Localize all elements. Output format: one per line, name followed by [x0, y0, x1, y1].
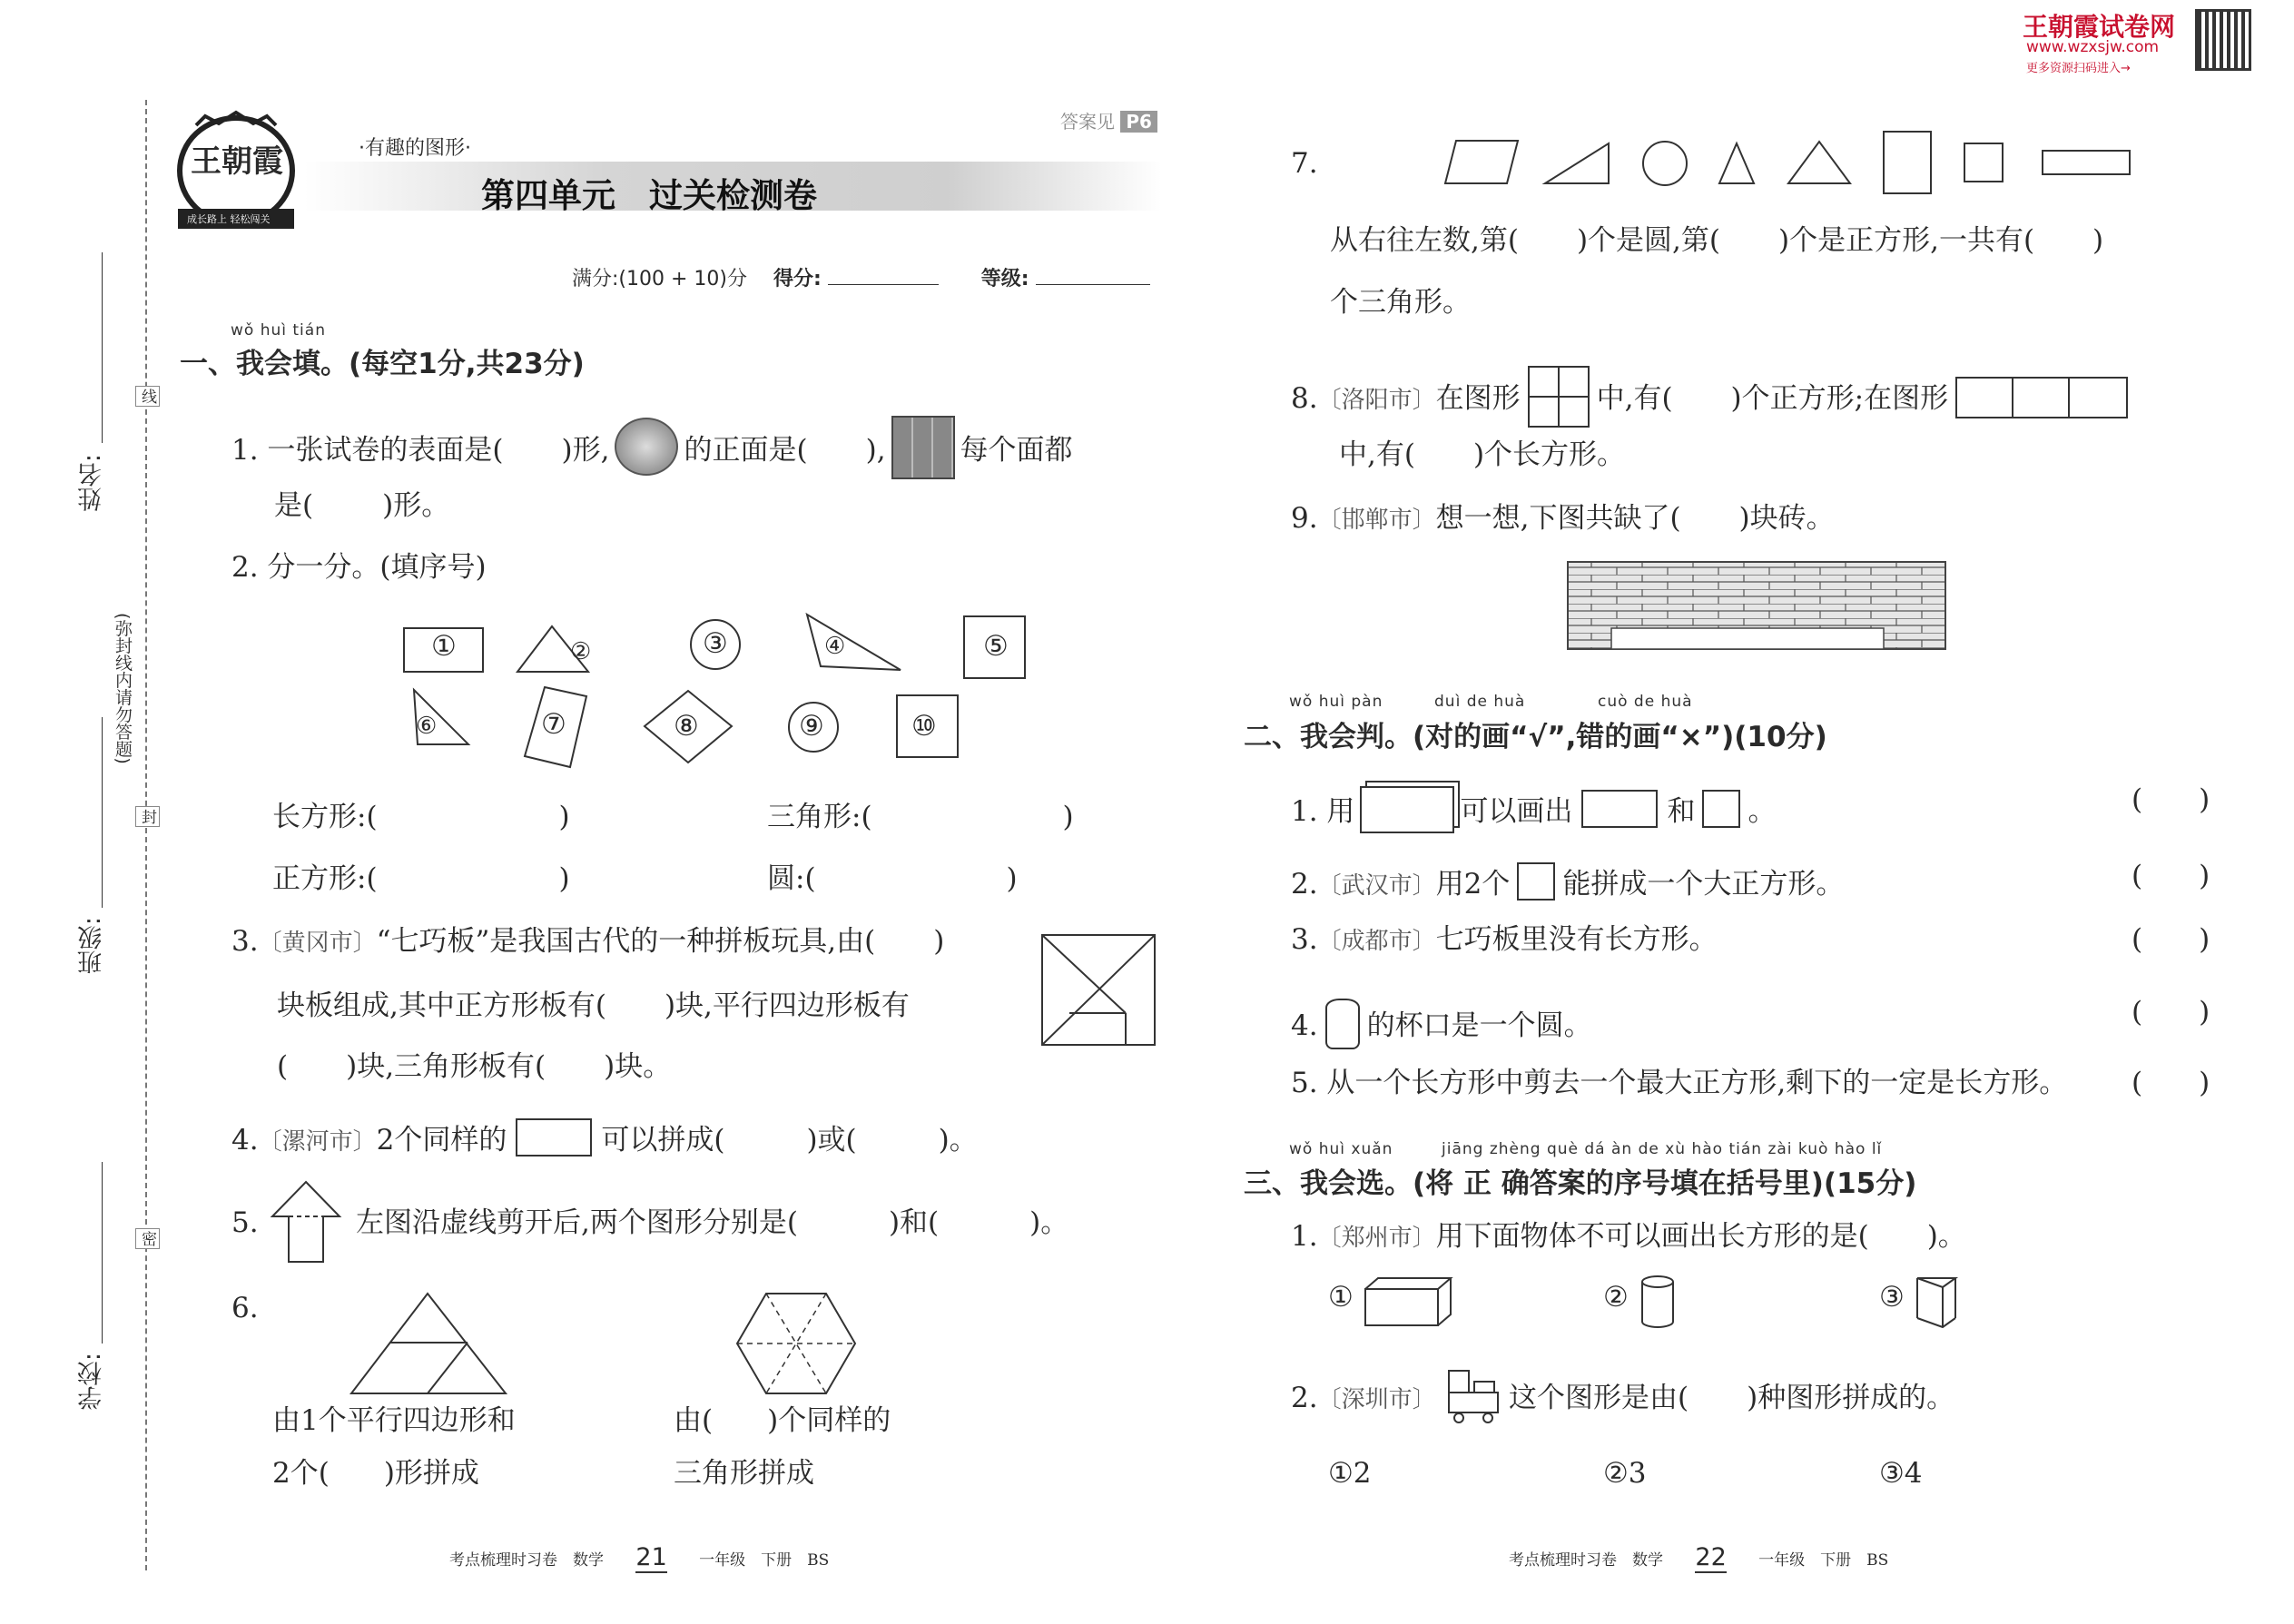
brand-name: 王朝霞试卷网	[2023, 12, 2176, 42]
q3-city: 〔黄冈市〕	[258, 930, 377, 957]
q8-line1	[1291, 366, 2135, 428]
s2-q3-text-b: 七巧板里没有长方形。	[1435, 923, 1718, 956]
s1-q4	[231, 1118, 978, 1156]
q2-shape-4	[807, 615, 901, 670]
got-score-label: 得分:	[773, 268, 822, 290]
q2-rect-answer	[272, 803, 570, 832]
q1-text-b: )形,	[561, 434, 610, 467]
q3-text-e: )块,平行四边形板有	[664, 989, 910, 1022]
s2-pinyin-3: cuò de huà	[1598, 693, 1693, 711]
q7-text-d: )	[2092, 224, 2104, 257]
logo-text: 王朝霞	[191, 143, 283, 180]
q8-text-e: )个长方形。	[1472, 438, 1626, 471]
q2-sq-close: )	[558, 862, 570, 895]
s2-pinyin-2: duì de huà	[1434, 693, 1526, 711]
school-label: 学校:	[78, 1353, 106, 1411]
q2-tri-close: )	[1062, 801, 1074, 833]
class-label: 班级:	[78, 917, 106, 975]
q8-strip-icon	[1955, 377, 2128, 418]
cut-mark-1: 线	[135, 386, 160, 407]
s1-q3	[231, 925, 945, 958]
s2-q4-text-b: 的杯口是一个圆。	[1366, 1009, 1592, 1042]
q2-label-3: ③	[703, 627, 728, 660]
q8-text-b: 中,有(	[1596, 382, 1673, 415]
s3-q2-city: 〔深圳市〕	[1317, 1386, 1436, 1413]
s3-q2-text-c: )种图形拼成的。	[1747, 1382, 1955, 1414]
q7-text-b: )个是圆,第(	[1576, 224, 1720, 257]
q4-text-b: 2个同样的	[376, 1124, 507, 1156]
q5-text-d: )。	[1029, 1206, 1069, 1239]
s3-q2-text-b: 这个图形是由(	[1509, 1382, 1689, 1414]
s2-q2-text-c: 能拼成一个大正方形。	[1562, 868, 1845, 901]
s3-q1-city: 〔郑州市〕	[1317, 1225, 1436, 1252]
level-label: 等级:	[980, 268, 1029, 290]
q8-city: 〔洛阳市〕	[1317, 387, 1436, 414]
q2-label-8: ⑧	[674, 710, 699, 743]
brand-url: www.wzxsjw.com	[2026, 38, 2160, 56]
binding-line	[145, 100, 147, 1570]
q2-sq-label: 正方形:(	[272, 862, 378, 895]
topic-label: ·有趣的图形·	[359, 137, 471, 160]
logo-banner: 成长路上 轻松闯关	[187, 213, 271, 225]
q2-tri-answer	[767, 803, 1074, 832]
option-prism-icon	[1915, 1273, 1961, 1331]
q2-circ-label: 圆:(	[767, 862, 816, 895]
footer-right-grade: 一年级 下册 BS	[1758, 1551, 1889, 1570]
footer-left-title: 考点梳理时习卷 数学	[449, 1551, 604, 1570]
level-field[interactable]	[1036, 284, 1150, 285]
s1-q1	[231, 416, 1073, 479]
q2-circ-answer	[767, 862, 1018, 895]
q4-text-c: 可以拼成(	[601, 1124, 725, 1156]
q3-text-c: )	[933, 925, 945, 958]
q1-text-c: 的正面是(	[684, 434, 808, 467]
cuboid-icon	[1360, 786, 1454, 833]
s2-q5-answer[interactable]: ( )	[2132, 1067, 2210, 1099]
page-number-21: 21	[635, 1543, 667, 1571]
sealed-notice: (弥封线内请勿答题)	[113, 613, 133, 764]
q6-text-c: )形拼成	[383, 1457, 479, 1490]
s2-q5: 5. 从一个长方形中剪去一个最大正方形,剩下的一定是长方形。	[1291, 1067, 2068, 1099]
s1-q6-num: 6.	[231, 1292, 259, 1324]
s2-q1-text-d: 。	[1748, 795, 1777, 828]
q6-text-a: 由1个平行四边形和	[272, 1404, 516, 1437]
s3-q2-num: 2.	[1291, 1382, 1318, 1414]
s2-q3-city: 〔成都市〕	[1317, 928, 1436, 955]
answer-ref	[1060, 107, 1157, 133]
s3-q1	[1291, 1220, 1966, 1253]
arrow-shape-icon	[271, 1180, 341, 1264]
class-line	[102, 717, 103, 908]
q9-city: 〔邯郸市〕	[1317, 507, 1436, 534]
s2-q4	[1291, 999, 1592, 1049]
q2-label-7: ⑦	[541, 708, 566, 741]
q2-label-6: ⑥	[416, 713, 438, 740]
s2-q3-num: 3.	[1291, 923, 1318, 956]
s3-title: 三、我会选。(将 正 确答案的序号填在括号里)(15分)	[1244, 1167, 1917, 1200]
qr-code[interactable]	[2195, 9, 2251, 71]
q2-label-9: ⑨	[799, 710, 824, 743]
s3-q2	[1291, 1384, 1436, 1412]
answer-page: P6	[1120, 111, 1157, 133]
s3-q1-text-b: 用下面物体不可以画出长方形的是(	[1435, 1220, 1869, 1253]
s3-q2-choice-2[interactable]: ②3	[1603, 1457, 1647, 1490]
school-line	[102, 1162, 103, 1343]
s3-q1-num: 1.	[1291, 1220, 1318, 1253]
s2-q2-num: 2.	[1291, 868, 1318, 901]
q7-shapes	[1434, 127, 2142, 200]
q5-text-c: )和(	[888, 1206, 940, 1239]
q9-num: 9.	[1291, 502, 1318, 535]
s1-title: 一、我会填。(每空1分,共23分)	[180, 348, 585, 380]
page-title: 第四单元 过关检测卷	[481, 176, 817, 215]
s2-q2	[1291, 862, 1844, 901]
q8-num: 8.	[1291, 382, 1318, 415]
q6-line-d	[674, 1404, 891, 1437]
s1-q5-num: 5.	[231, 1206, 259, 1239]
q3-text-g: )块,三角形板有(	[346, 1050, 546, 1083]
q4-rect-icon	[516, 1118, 592, 1156]
cut-mark-2: 封	[135, 806, 160, 827]
q6-hexagon-figure	[735, 1292, 858, 1396]
s3-q1-opt-2[interactable]: ②	[1603, 1281, 1629, 1314]
s2-q2-text-b: 用2个	[1435, 868, 1511, 901]
got-score-field[interactable]	[828, 284, 939, 285]
q4-num: 4.	[231, 1124, 259, 1156]
s2-q2-square-icon	[1517, 862, 1555, 901]
s2-q1-rect-icon	[1581, 790, 1658, 828]
s3-q2-choice-3[interactable]: ③4	[1879, 1457, 1923, 1490]
q2-label-5: ⑤	[983, 630, 1009, 663]
q9-text-b: )块砖。	[1738, 502, 1835, 535]
train-figure-icon	[1445, 1369, 1501, 1425]
full-score: 满分:(100 + 10)分	[572, 268, 747, 290]
q1-text-g: )形。	[382, 489, 450, 522]
q7-text-c: )个是正方形,一共有(	[1778, 224, 2035, 257]
s2-q2-answer[interactable]: ( )	[2132, 860, 2210, 892]
s2-q2-city: 〔武汉市〕	[1317, 872, 1436, 900]
s2-q3	[1291, 923, 1718, 956]
q2-rect-close: )	[558, 801, 570, 833]
s1-q3-line3	[277, 1050, 672, 1083]
q7-num: 7.	[1291, 147, 1318, 180]
q1-text-d: ),	[865, 434, 886, 467]
q8-text-c: )个正方形;在图形	[1730, 382, 1949, 415]
q8-text-d: 中,有(	[1339, 438, 1415, 471]
page-number-22: 22	[1695, 1543, 1727, 1571]
q2-sq-answer	[272, 862, 570, 895]
answer-ref-text: 答案见	[1060, 111, 1115, 133]
cube-icon	[891, 416, 955, 479]
q2-label-4: ④	[824, 633, 846, 660]
cup-icon	[1325, 999, 1360, 1049]
option-cuboid-icon	[1364, 1276, 1454, 1329]
footer-left-grade: 一年级 下册 BS	[699, 1551, 830, 1570]
s1-q5	[356, 1206, 1069, 1239]
q1-text-e: 每个面都	[960, 434, 1073, 467]
q7-text-a: 从右往左数,第(	[1330, 224, 1519, 257]
tangram-figure	[1040, 933, 1158, 1047]
brand-more: 更多资源扫码进入→	[2026, 62, 2131, 75]
q3-text-b: “七巧板”是我国古代的一种拼板玩具,由(	[376, 925, 876, 958]
q6-text-b: 2个(	[272, 1457, 330, 1490]
q2-label-1: ①	[431, 630, 457, 663]
s3-q1-opt-1[interactable]: ①	[1328, 1281, 1354, 1314]
cut-mark-3: 密	[135, 1228, 160, 1249]
name-line	[102, 252, 103, 443]
q6-text-f: 三角形拼成	[674, 1457, 814, 1490]
score-line	[572, 263, 1150, 291]
q9-text-a: 想一想,下图共缺了(	[1435, 502, 1681, 535]
s3-pinyin-2: jiāng zhèng què dá àn de xù hào tián zài kuò hào lǐ	[1442, 1140, 1883, 1158]
s3-q1-opt-3[interactable]: ③	[1879, 1281, 1905, 1314]
q4-text-d: )或(	[806, 1124, 857, 1156]
q1-text-a: 1. 一张试卷的表面是(	[231, 434, 504, 467]
q1-text-f: 是(	[274, 489, 314, 522]
q6-text-e: )个同样的	[767, 1404, 891, 1437]
q8-line2	[1339, 438, 1626, 471]
q3-text-h: )块。	[604, 1050, 672, 1083]
s2-q1-text-a: 1. 用	[1291, 795, 1355, 828]
q4-text-e: )。	[938, 1124, 978, 1156]
brick-wall-figure	[1566, 560, 1947, 651]
q2-rect-label: 长方形:(	[272, 801, 378, 833]
q2-tri-label: 三角形:(	[767, 801, 872, 833]
q6-triangle-figure	[350, 1292, 508, 1396]
q2-shapes	[381, 604, 1198, 785]
q6-text-d: 由(	[674, 1404, 714, 1437]
s2-title: 二、我会判。(对的画“√”,错的画“×”)(10分)	[1244, 721, 1827, 753]
q3-text-d: 块板组成,其中正方形板有(	[277, 989, 606, 1022]
s2-q3-answer[interactable]: ( )	[2132, 923, 2210, 956]
q2-circ-close: )	[1006, 862, 1018, 895]
q7-text-e: 个三角形。	[1330, 286, 1471, 319]
s2-q1-text-c: 和	[1667, 795, 1696, 828]
q2-label-10: ⑩	[911, 710, 937, 743]
footer-right	[1509, 1543, 1888, 1571]
name-label: 姓名:	[78, 454, 106, 512]
s1-q2: 2. 分一分。(填序号)	[231, 551, 487, 584]
footer-left	[449, 1543, 829, 1571]
s1-pinyin: wǒ huì tián	[231, 321, 326, 340]
option-cylinder-icon	[1639, 1275, 1676, 1329]
s2-q1	[1291, 786, 1776, 833]
s2-q1-answer[interactable]: ( )	[2132, 783, 2210, 816]
s1-q3-line2	[277, 989, 910, 1022]
s2-q4-num: 4.	[1291, 1009, 1318, 1042]
s3-q2-choice-1[interactable]: ①2	[1328, 1457, 1372, 1490]
s3-q1-text-c: )。	[1926, 1220, 1966, 1253]
q5-text-b: 左图沿虚线剪开后,两个图形分别是(	[356, 1206, 798, 1239]
q9-line	[1291, 502, 1835, 535]
footer-right-title: 考点梳理时习卷 数学	[1509, 1551, 1663, 1570]
s2-q4-answer[interactable]: ( )	[2132, 996, 2210, 1029]
s1-q1-line2	[274, 489, 450, 522]
s2-q1-square-icon	[1702, 790, 1740, 828]
q3-num: 3.	[231, 925, 259, 958]
s2-q1-text-b: 可以画出	[1460, 795, 1573, 828]
s3-q2-text	[1509, 1384, 1954, 1412]
coin-icon	[615, 418, 678, 476]
s3-pinyin-1: wǒ huì xuǎn	[1289, 1140, 1393, 1158]
q4-city: 〔漯河市〕	[258, 1128, 377, 1156]
q8-text-a: 在图形	[1435, 382, 1521, 415]
q8-grid-2x2-icon	[1528, 366, 1590, 428]
q2-label-2: ②	[570, 638, 592, 665]
q7-line1	[1330, 224, 2104, 257]
s2-pinyin-1: wǒ huì pàn	[1289, 693, 1383, 711]
q3-text-f: (	[277, 1050, 289, 1083]
q6-line-b	[272, 1457, 479, 1490]
